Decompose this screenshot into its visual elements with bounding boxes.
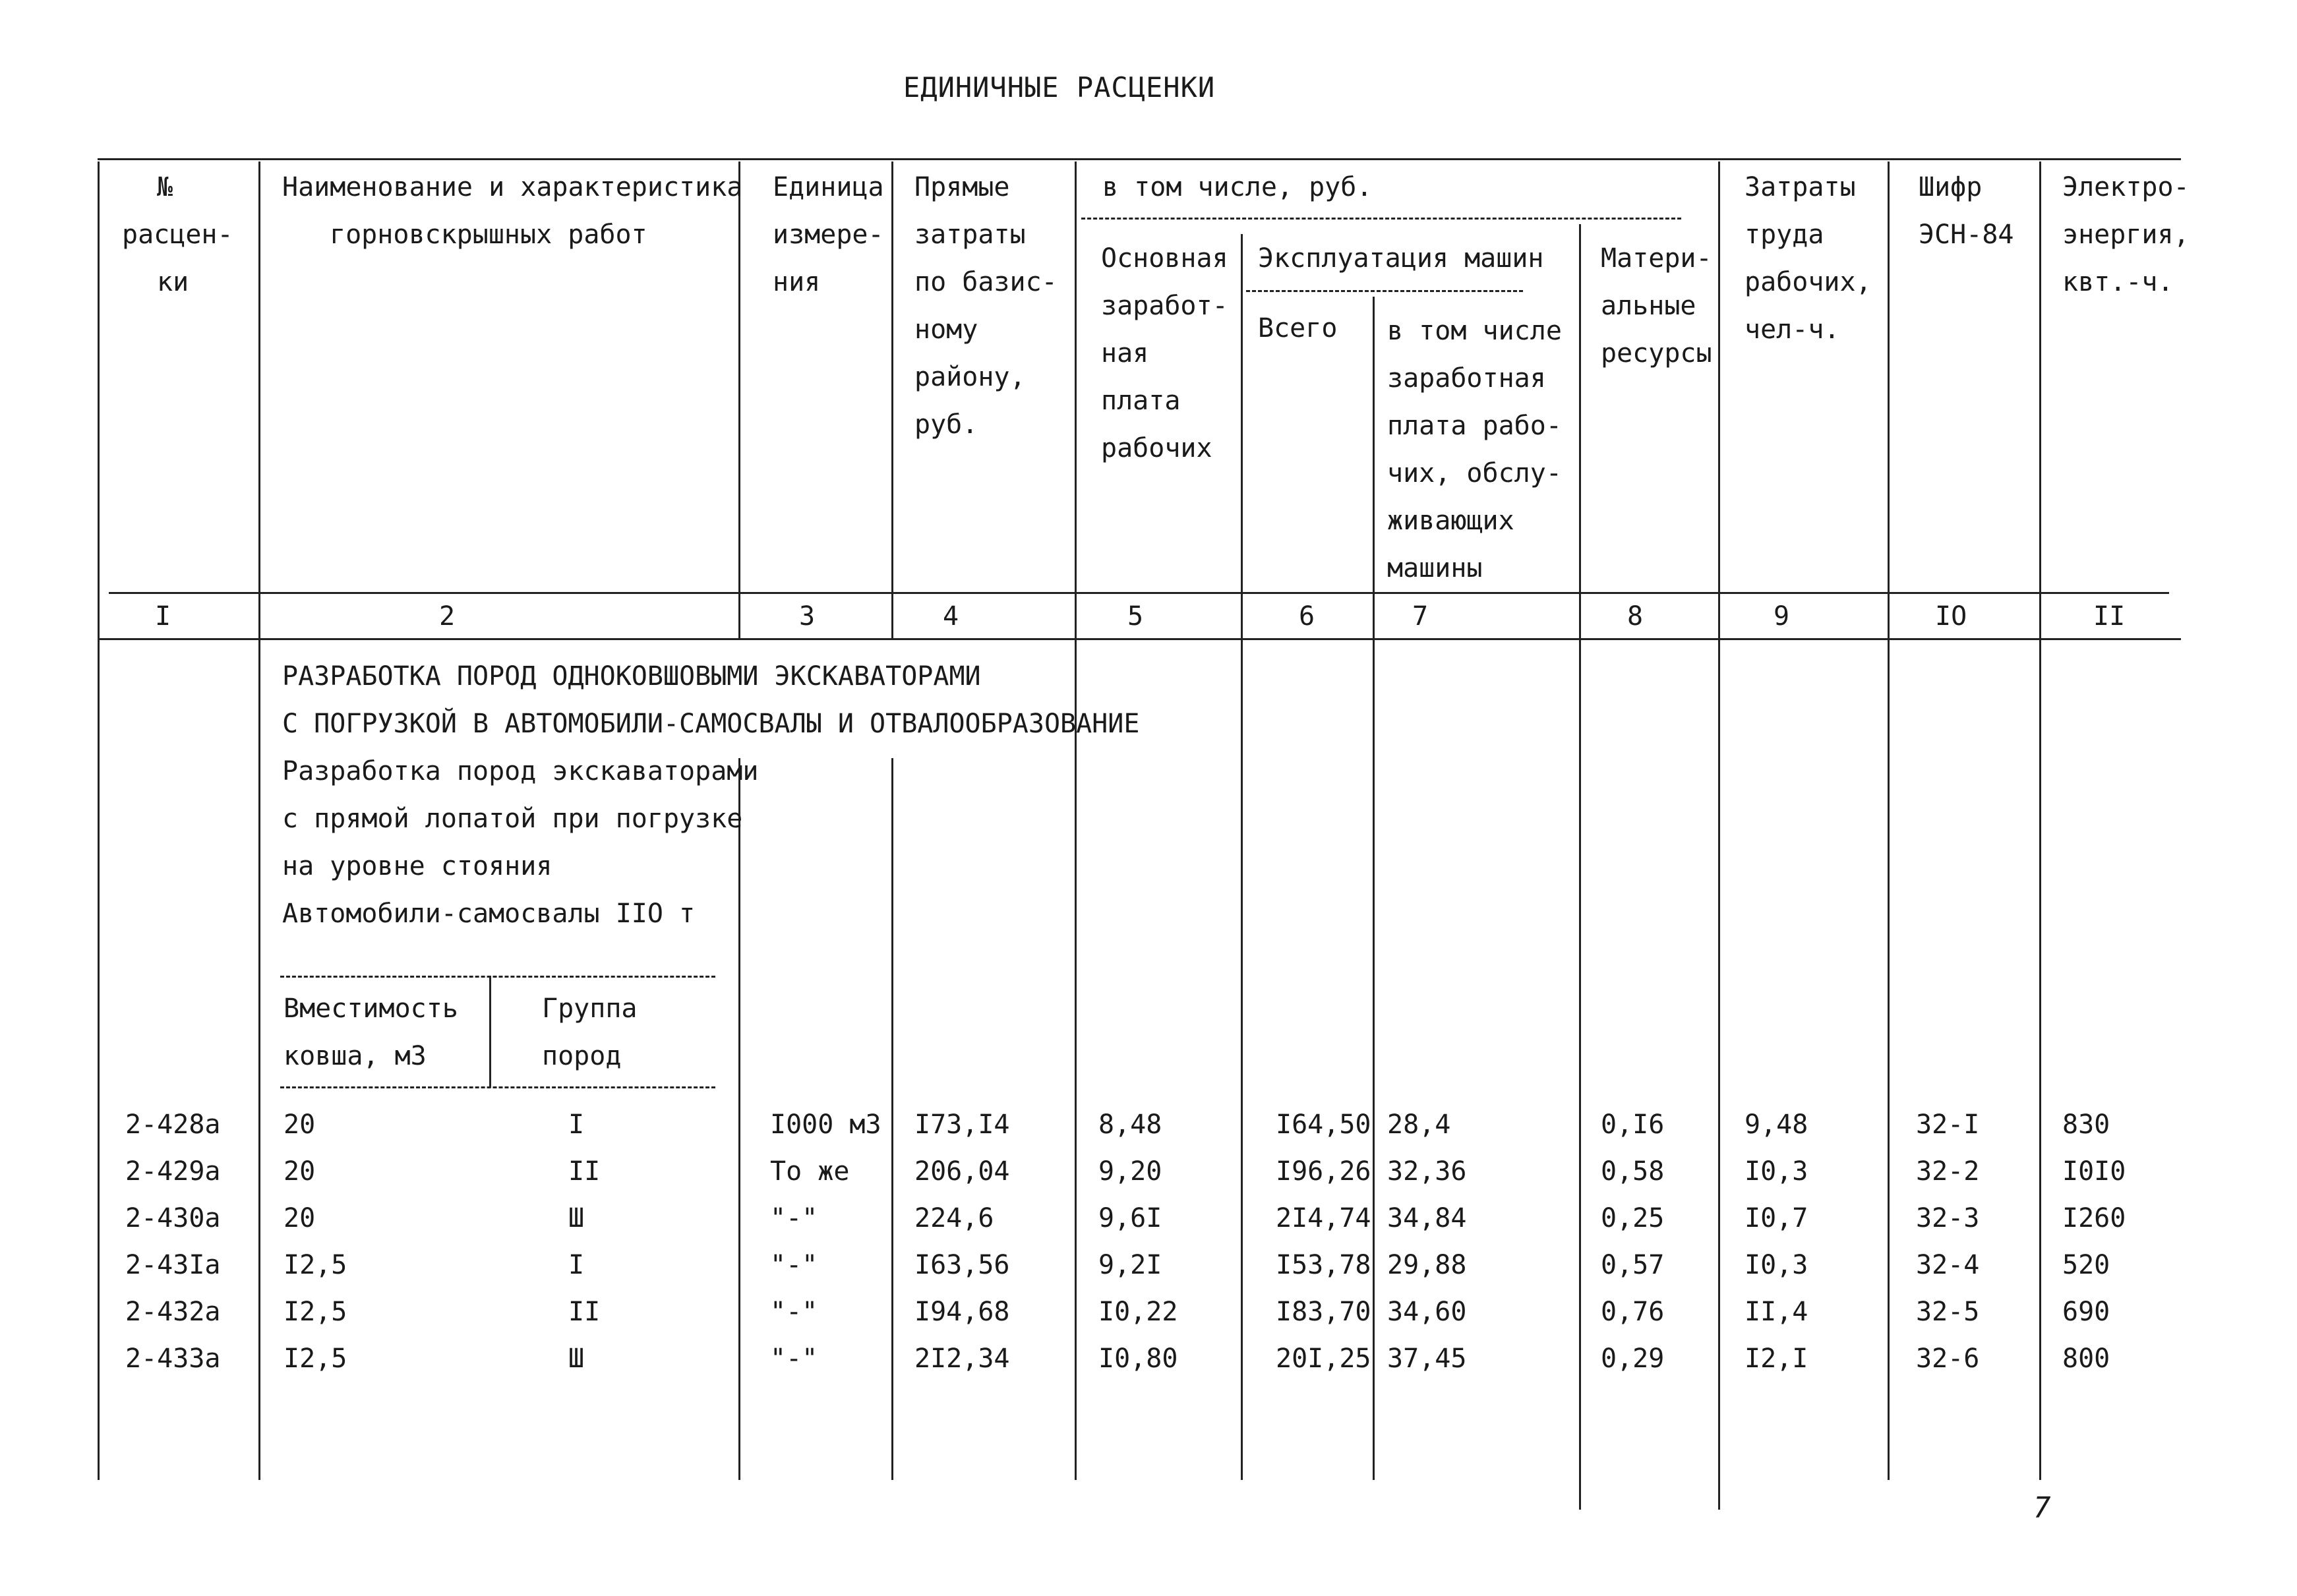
col-line-2 [738,162,740,639]
header-direct-label: Прямые [914,172,1010,202]
row-cipher: 32-5 [1916,1297,1980,1327]
row-code: 2-430а [125,1203,221,1233]
row-cipher: 32-4 [1916,1250,1980,1280]
row-energy: 830 [2062,1109,2110,1140]
header-wage-label: заработ- [1101,291,1228,321]
col-number: 6 [1299,601,1315,632]
col-line-0 [98,162,100,1480]
row-cipher: 32-I [1916,1109,1980,1140]
row-wage: 9,2I [1098,1250,1162,1280]
row-unit: "-" [770,1203,818,1233]
row-machines: 2I4,74 [1276,1203,1371,1233]
row-unit: I000 м3 [770,1109,881,1140]
row-labor: I0,3 [1745,1156,1808,1187]
row-unit: То же [770,1156,850,1187]
row-machine-wage: 34,84 [1387,1203,1467,1233]
header-machine-wage-label: чих, обслу- [1387,458,1562,488]
col-number: IO [1935,601,1967,632]
subheader-top-rule [280,976,715,978]
col-line-9 [1888,162,1890,1480]
header-labor-label: труда [1745,220,1824,250]
header-unit-label: измере- [773,220,884,250]
header-direct-label: ному [914,314,978,345]
row-direct-cost: I63,56 [914,1250,1010,1280]
header-wage-label: рабочих [1101,433,1212,463]
col-line-1 [258,162,260,1480]
row-machine-wage: 29,88 [1387,1250,1467,1280]
header-materials-label: Матери- [1601,243,1712,274]
row-machine-wage: 37,45 [1387,1344,1467,1374]
row-machines: I83,70 [1276,1297,1371,1327]
row-unit: "-" [770,1344,818,1374]
row-machines: I64,50 [1276,1109,1371,1140]
header-machines-total-label: Всего [1258,313,1338,343]
row-capacity: 20 [283,1203,316,1233]
row-direct-cost: 206,04 [914,1156,1010,1187]
row-machine-wage: 34,60 [1387,1297,1467,1327]
header-wage-label: плата [1101,386,1181,416]
header-cipher-label: ЭСН-84 [1919,220,2014,250]
section-title: С ПОГРУЗКОЙ В АВТОМОБИЛИ-САМОСВАЛЫ И ОТВАЛООБРАЗОВАНИЕ [282,709,1140,739]
header-energy-label: Электро- [2062,172,2190,202]
row-machines: 20I,25 [1276,1344,1371,1374]
row-machines: I53,78 [1276,1250,1371,1280]
header-number-label: ки [157,267,189,297]
row-code: 2-428а [125,1109,221,1140]
row-machines: I96,26 [1276,1156,1371,1187]
subheader-bottom-rule [280,1086,715,1088]
row-machine-wage: 28,4 [1387,1109,1451,1140]
header-machine-wage-label: заработная [1387,363,1546,394]
row-code: 2-432а [125,1297,221,1327]
section-description: с прямой лопатой при погрузке [282,804,743,834]
header-labor-label: рабочих, [1745,267,1872,297]
header-labor-label: чел-ч. [1745,314,1840,345]
row-code: 2-433а [125,1344,221,1374]
section-description: на уровне стояния [282,851,552,881]
row-labor: 9,48 [1745,1109,1808,1140]
row-direct-cost: I94,68 [914,1297,1010,1327]
row-unit: "-" [770,1297,818,1327]
row-group: Ш [568,1203,585,1233]
header-name-label: Наименование и характеристика [282,172,743,202]
section-description: Разработка пород экскаваторами [282,756,759,786]
row-capacity: 20 [283,1156,316,1187]
row-unit: "-" [770,1250,818,1280]
subheader-group-label: Группа [542,993,638,1024]
row-labor: I0,3 [1745,1250,1808,1280]
row-materials: 0,I6 [1601,1109,1665,1140]
header-machine-wage-label: живающих [1387,506,1514,536]
col-line-2b [738,758,740,1480]
row-group: II [568,1297,601,1327]
row-wage: 9,6I [1098,1203,1162,1233]
row-materials: 0,57 [1601,1250,1665,1280]
section-title: РАЗРАБОТКА ПОРОД ОДНОКОВШОВЫМИ ЭКСКАВАТОРАМИ [282,661,981,692]
row-machine-wage: 32,36 [1387,1156,1467,1187]
col-number: 9 [1774,601,1790,632]
page-title: ЕДИНИЧНЫЕ РАСЦЕНКИ [903,71,1216,103]
col-number: 2 [439,601,456,632]
row-materials: 0,76 [1601,1297,1665,1327]
group-header-rule [1081,218,1681,220]
row-cipher: 32-6 [1916,1344,1980,1374]
row-labor: I2,I [1745,1344,1808,1374]
header-energy-label: энергия, [2062,220,2190,250]
col-line-3 [891,162,893,639]
machines-header-rule [1246,290,1523,292]
col-number: 7 [1412,601,1429,632]
row-wage: 9,20 [1098,1156,1162,1187]
header-direct-label: району, [914,362,1026,392]
header-machine-wage-label: в том числе [1387,316,1562,346]
subheader-group-label: пород [542,1041,622,1071]
col-number: 8 [1627,601,1644,632]
row-capacity: 20 [283,1109,316,1140]
col-line-7 [1579,224,1581,1510]
header-cipher-label: Шифр [1919,172,1983,202]
table-top-rule [98,158,2181,160]
row-group: II [568,1156,601,1187]
page-number: 7 [2033,1491,2051,1525]
row-labor: I0,7 [1745,1203,1808,1233]
row-group: I [568,1250,585,1280]
row-energy: I0I0 [2062,1156,2126,1187]
col-number: 4 [943,601,959,632]
row-code: 2-429а [125,1156,221,1187]
subheader-divider [489,976,491,1088]
header-direct-label: по базис- [914,267,1058,297]
row-code: 2-43Iа [125,1250,221,1280]
row-wage: 8,48 [1098,1109,1162,1140]
header-unit-label: ния [773,267,821,297]
header-wage-label: Основная [1101,243,1228,274]
subheader-capacity-label: Вместимость [283,993,458,1024]
row-group: Ш [568,1344,585,1374]
header-unit-label: Единица [773,172,884,202]
row-cipher: 32-2 [1916,1156,1980,1187]
col-line-4 [1075,162,1077,1480]
header-machine-wage-label: плата рабо- [1387,411,1562,441]
col-line-6 [1373,297,1375,1480]
col-line-5 [1241,234,1243,1480]
row-labor: II,4 [1745,1297,1808,1327]
row-materials: 0,25 [1601,1203,1665,1233]
header-group-label: в том числе, руб. [1102,172,1373,202]
header-materials-label: альные [1601,291,1696,321]
row-materials: 0,58 [1601,1156,1665,1187]
row-wage: I0,80 [1098,1344,1178,1374]
row-direct-cost: 2I2,34 [914,1344,1010,1374]
row-capacity: I2,5 [283,1297,347,1327]
header-direct-label: руб. [914,409,978,440]
col-line-10 [2039,162,2041,1480]
row-capacity: I2,5 [283,1344,347,1374]
row-cipher: 32-3 [1916,1203,1980,1233]
header-energy-label: квт.-ч. [2062,267,2174,297]
col-number: 5 [1127,601,1144,632]
row-energy: 520 [2062,1250,2110,1280]
header-labor-label: Затраты [1745,172,1856,202]
row-energy: I260 [2062,1203,2126,1233]
header-number-label: расцен- [122,220,233,250]
section-description: Автомобили-самосвалы IIO т [282,899,696,929]
header-machine-wage-label: машины [1387,553,1483,583]
header-direct-label: затраты [914,220,1026,250]
col-line-3b [891,758,893,1480]
row-direct-cost: 224,6 [914,1203,994,1233]
subheader-capacity-label: ковша, м3 [283,1041,427,1071]
header-materials-label: ресурсы [1601,338,1712,369]
header-wage-label: ная [1101,338,1149,369]
row-direct-cost: I73,I4 [914,1109,1010,1140]
col-number: II [2093,601,2126,632]
header-name-label: горновскрышных работ [330,220,647,250]
header-machines-label: Эксплуатация машин [1258,243,1544,274]
row-wage: I0,22 [1098,1297,1178,1327]
col-line-8 [1718,162,1720,1510]
row-group: I [568,1109,585,1140]
row-capacity: I2,5 [283,1250,347,1280]
col-number: I [155,601,171,632]
row-energy: 800 [2062,1344,2110,1374]
header-number-label: № [157,172,173,202]
col-number: 3 [799,601,816,632]
row-energy: 690 [2062,1297,2110,1327]
row-materials: 0,29 [1601,1344,1665,1374]
